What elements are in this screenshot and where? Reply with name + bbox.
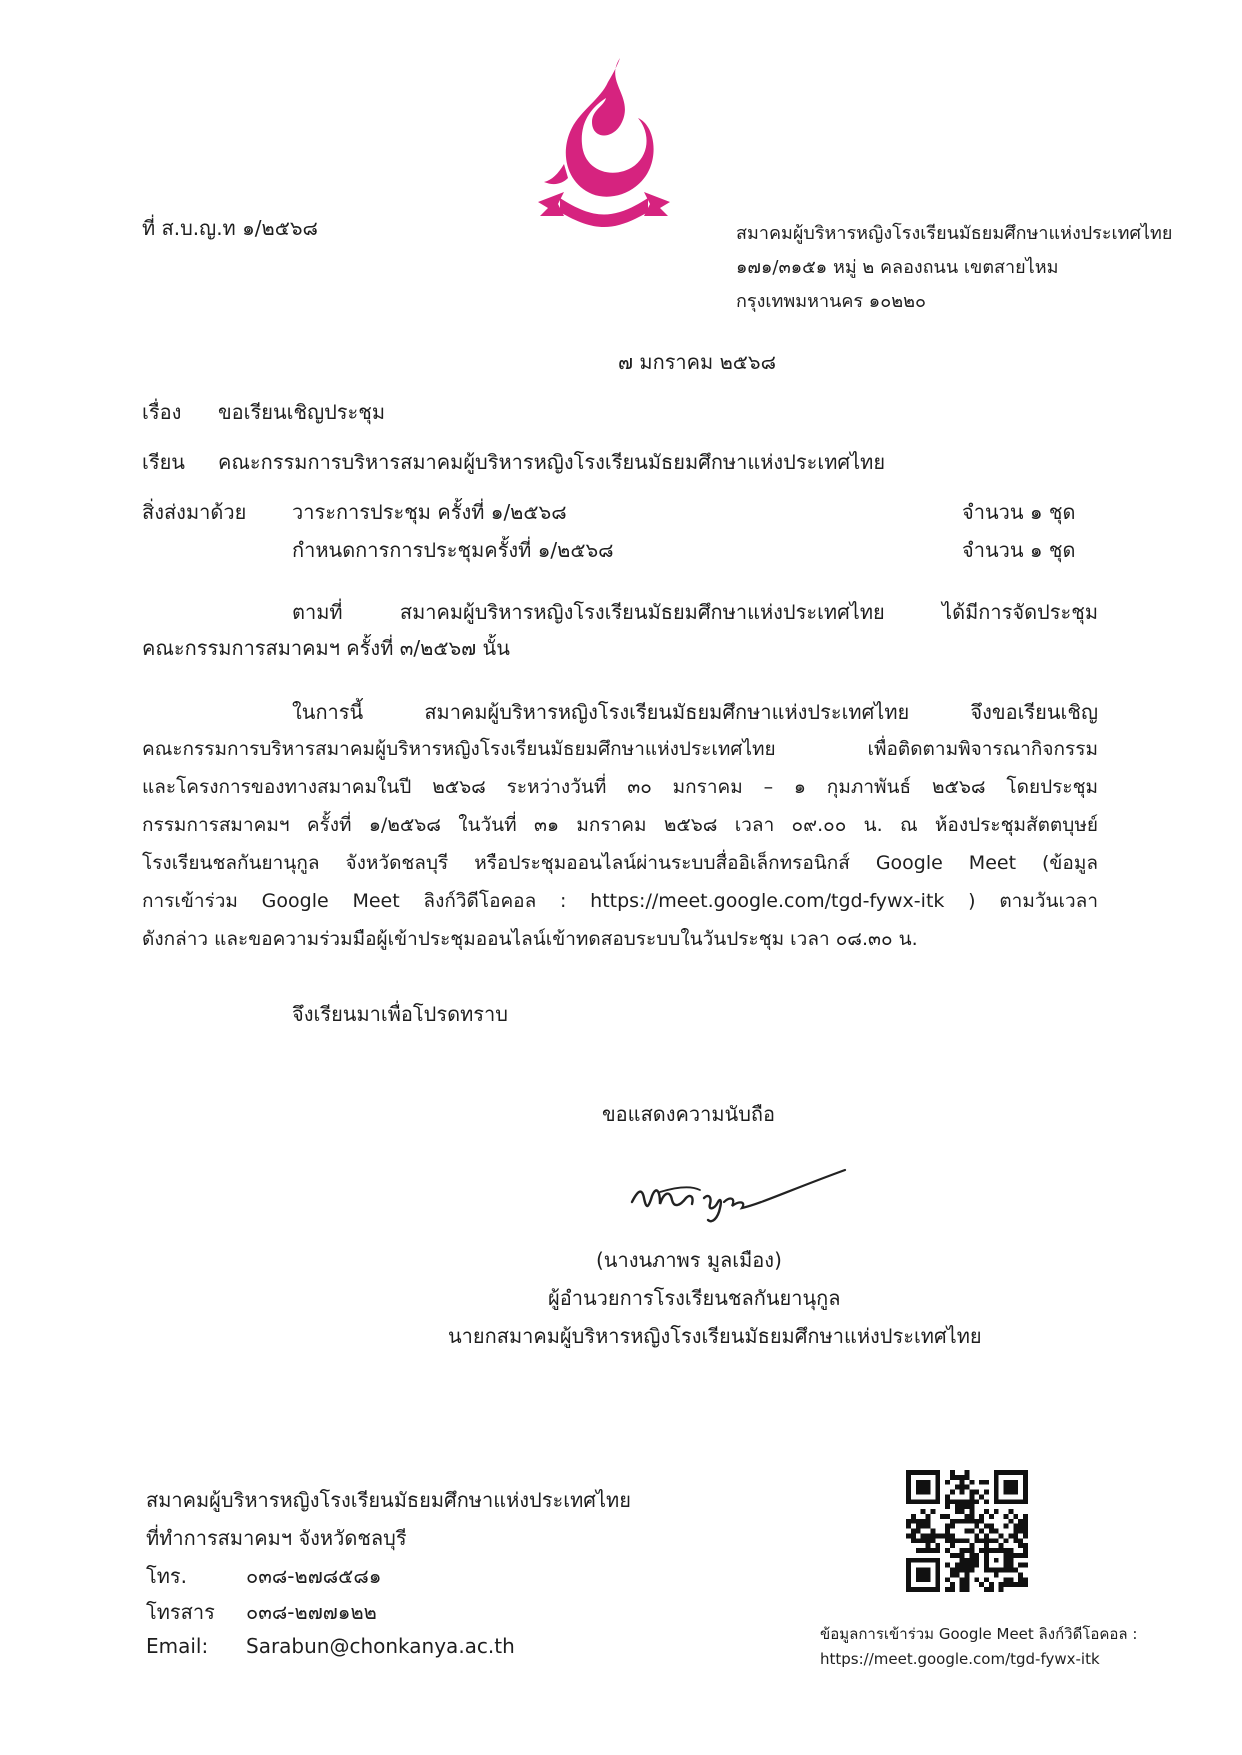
- body-p2-line2: คณะกรรมการบริหารสมาคมผู้บริหารหญิงโรงเรียนมัธยมศึกษาแห่งประเทศไทย เพื่อติดตามพิจารณากิจกรรม: [142, 738, 1098, 760]
- letter-date: ๗ มกราคม ๒๕๖๘: [618, 350, 777, 374]
- association-logo: [534, 52, 674, 232]
- enclosure-qty-1: จำนวน ๑ ชุด: [962, 500, 1076, 524]
- footer-phone-label: โทร.: [146, 1564, 188, 1588]
- body-p2-line3: และโครงการของทางสมาคมในปี ๒๕๖๘ ระหว่างวันที่ ๓๐ มกราคม – ๑ กุมภาพันธ์ ๒๕๖๘ โดยประชุม: [142, 776, 1098, 798]
- recipient-label: เรียน: [142, 450, 185, 474]
- qr-code-icon[interactable]: [906, 1470, 1028, 1592]
- footer-fax-label: โทรสาร: [146, 1600, 215, 1624]
- enclosure-qty-2: จำนวน ๑ ชุด: [962, 538, 1076, 562]
- footer-email-value: Sarabun@chonkanya.ac.th: [246, 1634, 515, 1658]
- footer-email-label: Email:: [146, 1634, 209, 1658]
- body-p2-line5: โรงเรียนชลกันยานุกูล จังหวัดชลบุรี หรือประชุมออนไลน์ผ่านระบบสื่ออิเล็กทรอนิกส์ Google Meet (ข้อมูล: [142, 852, 1098, 874]
- signer-name: (นางนภาพร มูลเมือง): [596, 1248, 782, 1272]
- sender-address-line2: กรุงเทพมหานคร ๑๐๒๒๐: [736, 291, 926, 312]
- body-p1-line2: คณะกรรมการสมาคมฯ ครั้งที่ ๓/๒๕๖๗ นั้น: [142, 636, 510, 660]
- sender-address-line1: ๑๗๑/๓๑๕๑ หมู่ ๒ คลองถนน เขตสายไหม: [736, 257, 1059, 278]
- footer-org: สมาคมผู้บริหารหญิงโรงเรียนมัธยมศึกษาแห่งประเทศไทย: [146, 1488, 631, 1512]
- footer-phone-value: ๐๓๘-๒๗๘๕๘๑: [246, 1564, 382, 1588]
- handwritten-signature: [620, 1150, 850, 1230]
- footer-fax-value: ๐๓๘-๒๗๗๑๒๒: [246, 1600, 377, 1624]
- body-p2-line4: กรรมการสมาคมฯ ครั้งที่ ๑/๒๕๖๘ ในวันที่ ๓๑ มกราคม ๒๕๖๘ เวลา ๐๙.๐๐ น. ณ ห้องประชุมสัตตบุษย์: [142, 814, 1098, 836]
- sender-name: สมาคมผู้บริหารหญิงโรงเรียนมัธยมศึกษาแห่งประเทศไทย: [736, 223, 1173, 244]
- signer-position-1: ผู้อำนวยการโรงเรียนชลกันยานุกูล: [548, 1286, 841, 1310]
- body-p1-line1: ตามที่ สมาคมผู้บริหารหญิงโรงเรียนมัธยมศึกษาแห่งประเทศไทย ได้มีการจัดประชุม: [292, 600, 1098, 624]
- enclosure-item-2: กำหนดการการประชุมครั้งที่ ๑/๒๕๖๘: [292, 538, 614, 562]
- closing-line: จึงเรียนมาเพื่อโปรดทราบ: [292, 1002, 508, 1026]
- body-p2-line1: ในการนี้ สมาคมผู้บริหารหญิงโรงเรียนมัธยมศึกษาแห่งประเทศไทย จึงขอเรียนเชิญ: [292, 700, 1098, 724]
- regards: ขอแสดงความนับถือ: [602, 1102, 776, 1126]
- recipient-text: คณะกรรมการบริหารสมาคมผู้บริหารหญิงโรงเรียนมัธยมศึกษาแห่งประเทศไทย: [218, 450, 886, 474]
- document-number: ที่ ส.บ.ญ.ท ๑/๒๕๖๘: [142, 216, 318, 240]
- footer-office: ที่ทำการสมาคมฯ จังหวัดชลบุรี: [146, 1526, 407, 1550]
- signer-position-2: นายกสมาคมผู้บริหารหญิงโรงเรียนมัธยมศึกษาแห่งประเทศไทย: [448, 1324, 982, 1348]
- body-p2-line6: การเข้าร่วม Google Meet ลิงก์วิดีโอคอล : https://meet.google.com/tgd-fywx-itk ) ตามวันเวลา: [142, 890, 1098, 912]
- subject-label: เรื่อง: [142, 400, 182, 424]
- qr-caption-line2: https://meet.google.com/tgd-fywx-itk: [820, 1650, 1100, 1668]
- body-p2-line7: ดังกล่าว และขอความร่วมมือผู้เข้าประชุมออนไลน์เข้าทดสอบระบบในวันประชุม เวลา ๐๘.๓๐ น.: [142, 928, 918, 950]
- enclosures-label: สิ่งส่งมาด้วย: [142, 500, 247, 524]
- qr-caption-line1: ข้อมูลการเข้าร่วม Google Meet ลิงก์วิดีโอคอล :: [820, 1625, 1138, 1643]
- subject-text: ขอเรียนเชิญประชุม: [218, 400, 386, 424]
- enclosure-item-1: วาระการประชุม ครั้งที่ ๑/๒๕๖๘: [292, 500, 567, 524]
